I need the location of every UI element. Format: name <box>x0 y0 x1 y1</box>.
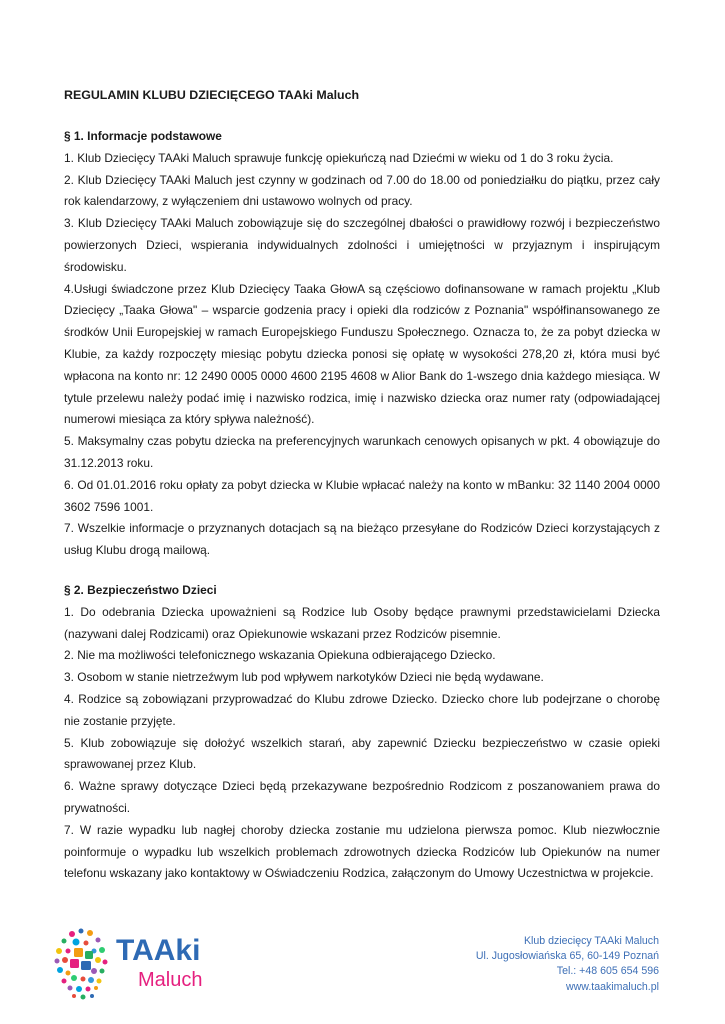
paragraph: 1. Do odebrania Dziecka upoważnieni są Rodzice lub Osoby będące prawnymi przedstawicielami Dziecka (nazywani dalej Rodzicami) oraz Opiekunowie wskazani przez Rodziców pisemnie. <box>64 604 660 641</box>
section-heading: § 1. Informacje podstawowe <box>64 129 222 143</box>
contact-address: Ul. Jugosłowiańska 65, 60-149 Poznań <box>475 950 659 963</box>
paragraph: 5. Klub zobowiązuje się dołożyć wszelkich starań, aby zapewnić Dziecku bezpieczeństwo w czasie opieki sprawowanej przez Klub. <box>64 735 660 772</box>
paragraph: 6. Ważne sprawy dotyczące Dzieci będą przekazywane bezpośrednio Rodzicom z poszanowaniem prawa do prywatności. <box>64 779 660 815</box>
taaki-maluch-logo <box>52 924 228 1004</box>
paragraph: 2. Klub Dziecięcy TAAki Maluch jest czynny w godzinach od 7.00 do 18.00 od poniedziałku do piątku, przez cały rok kalendarzowy, z wyłączeniem dni ustawowo wolnych od pracy. <box>64 172 660 209</box>
paragraph: 3. Klub Dziecięcy TAAki Maluch zobowiązuje się do szczególnej dbałości o prawidłowy rozwój i bezpieczeństwo powierzonych Dzieci, wspierania indywidualnych zdolności i umiejętności w przyjaznym i inspirującym środowisku. <box>64 216 660 274</box>
contact-phone: Tel.: +48 605 654 596 <box>556 965 659 978</box>
paragraph: 7. Wszelkie informacje o przyznanych dotacjach są na bieżąco przesyłane do Rodziców Dzieci korzystających z usług Klubu drogą mailową. <box>64 521 660 558</box>
document-title: REGULAMIN KLUBU DZIECIĘCEGO TAAki Maluch <box>64 88 360 102</box>
section-heading: § 2. Bezpieczeństwo Dzieci <box>64 582 217 597</box>
paragraph: 4.Usługi świadczone przez Klub Dziecięcy Taaka GłowA są częściowo dofinansowane w ramach projektu „Klub Dziecięcy „Taaka Głowa" – wsparcie godzenia pracy i opieki dla rodziców z Poznania" współfinansowanego ze środków Unii Europejskiej w ramach Europejskiego Funduszu Społecznego. Oznacza to, że za pobyt dziecka w Klubie, za każdy rozpoczęty miesiąc pobytu dziecka ponosi się opłatę w wysokości 278,20 zł, która musi być wpłacona na konto nr: 12 2490 0005 0000 4600 2195 4608 w Alior Bank do 1-wszego dnia każdego miesiąca. W tytule przelewu należy podać imię i nazwisko rodzica, imię i nazwisko dziecka oraz numer raty (odpowiadającej numerowi miesiąca za który spływa należność). <box>64 281 660 427</box>
paragraph: 6. Od 01.01.2016 roku opłaty za pobyt dziecka w Klubie wpłacać należy na konto w mBanku: 32 1140 2004 0000 3602 7596 1001. <box>64 477 660 514</box>
paragraph: 3. Osobom w stanie nietrzeźwym lub pod wpływem narkotyków Dzieci nie będą wydawane. <box>64 670 544 685</box>
footer-contact <box>476 934 659 995</box>
document-body <box>64 126 660 885</box>
logo-text-taaki: TAAki <box>116 934 201 967</box>
section-bezpieczenstwo-dzieci <box>64 580 660 885</box>
colorful-dots-logo-icon <box>55 929 108 1000</box>
paragraph: 2. Nie ma możliwości telefonicznego wskazania Opiekuna odbierającego Dziecko. <box>64 648 496 663</box>
paragraph: 7. W razie wypadku lub nagłej choroby dziecka zostanie mu udzielona pierwsza pomoc. Klub niezwłocznie poinformuje o wypadku lub wszelkich problemach zdrowotnych dziecka Rodziców lub Opiekunów na numer telefonu wskazany jako kontaktowy w Oświadczeniu Rodzica, załączonym do Umowy Uczestnictwa w projekcie. <box>64 822 660 881</box>
section-informacje-podstawowe <box>64 126 660 562</box>
logo-text-maluch: Maluch <box>138 969 203 991</box>
paragraph: 5. Maksymalny czas pobytu dziecka na preferencyjnych warunkach cenowych opisanych w pkt. 4 obowiązuje do 31.12.2013 roku. <box>64 434 660 470</box>
paragraph: 1. Klub Dziecięcy TAAki Maluch sprawuje funkcję opiekuńczą nad Dziećmi w wieku od 1 do 3 roku życia. <box>64 150 614 165</box>
contact-website-link[interactable]: www.taakimaluch.pl <box>565 980 659 993</box>
contact-name: Klub dziecięcy TAAki Maluch <box>523 935 659 947</box>
paragraph: 4. Rodzice są zobowiązani przyprowadzać do Klubu zdrowe Dziecko. Dziecko chore lub podejrzane o chorobę nie zostanie przyjęte. <box>64 691 660 728</box>
